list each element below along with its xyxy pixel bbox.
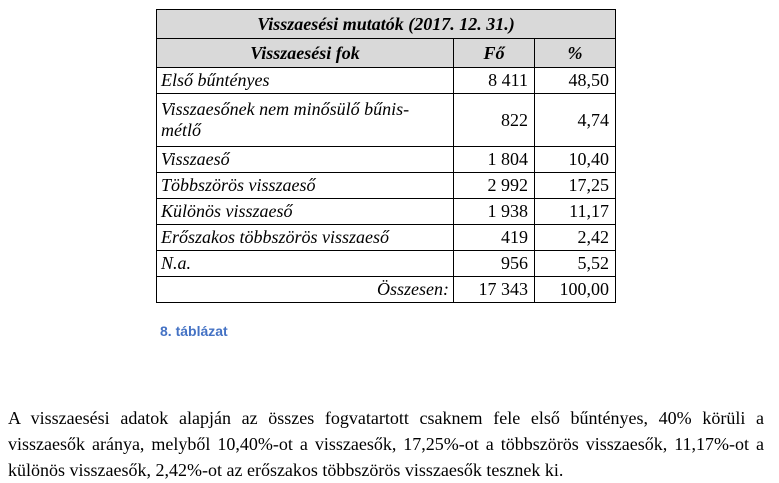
row-category: Visszaesőnek nem minősülő bűnis- métlő [157, 94, 454, 147]
table-row [157, 199, 616, 225]
row-percent: 10,40 [535, 147, 616, 173]
total-label: Összesen: [157, 277, 454, 303]
table-row [157, 147, 616, 173]
recidivism-table-container [156, 9, 615, 303]
table-row [157, 251, 616, 277]
row-percent: 11,17 [535, 199, 616, 225]
table-caption: 8. táblázat [160, 323, 228, 339]
row-count: 419 [454, 225, 535, 251]
row-category: N.a. [157, 251, 454, 277]
row-category: Különös visszaeső [157, 199, 454, 225]
recidivism-table [156, 9, 616, 303]
table-row [157, 225, 616, 251]
total-row [157, 277, 616, 303]
table-title: Visszaesési mutatók (2017. 12. 31.) [157, 10, 616, 39]
header-count: Fő [454, 39, 535, 68]
row-count: 1 804 [454, 147, 535, 173]
table-row [157, 94, 616, 147]
row-category: Első bűntényes [157, 68, 454, 94]
row-percent: 2,42 [535, 225, 616, 251]
row-percent: 48,50 [535, 68, 616, 94]
row-category: Visszaeső [157, 147, 454, 173]
row-category: Erőszakos többszörös visszaeső [157, 225, 454, 251]
total-percent: 100,00 [535, 277, 616, 303]
row-percent: 5,52 [535, 251, 616, 277]
body-paragraph: A visszaesési adatok alapján az összes fogvatartott csaknem fele első bűntényes, 40% körüli a visszaesők aránya, melyből 10,40%-ot a visszaesők, 17,25%-ot a többszörös visszaesők, 11,17%-ot a különös visszaesők, 2,42%-ot az erőszakos többszörös visszaesők tesznek ki. [8, 408, 764, 480]
row-percent: 4,74 [535, 94, 616, 147]
header-percent: % [535, 39, 616, 68]
table-row [157, 173, 616, 199]
row-count: 2 992 [454, 173, 535, 199]
row-count: 8 411 [454, 68, 535, 94]
row-count: 822 [454, 94, 535, 147]
row-percent: 17,25 [535, 173, 616, 199]
header-category: Visszaesési fok [157, 39, 454, 68]
row-category: Többszörös visszaeső [157, 173, 454, 199]
row-count: 1 938 [454, 199, 535, 225]
total-count: 17 343 [454, 277, 535, 303]
table-row [157, 68, 616, 94]
row-count: 956 [454, 251, 535, 277]
